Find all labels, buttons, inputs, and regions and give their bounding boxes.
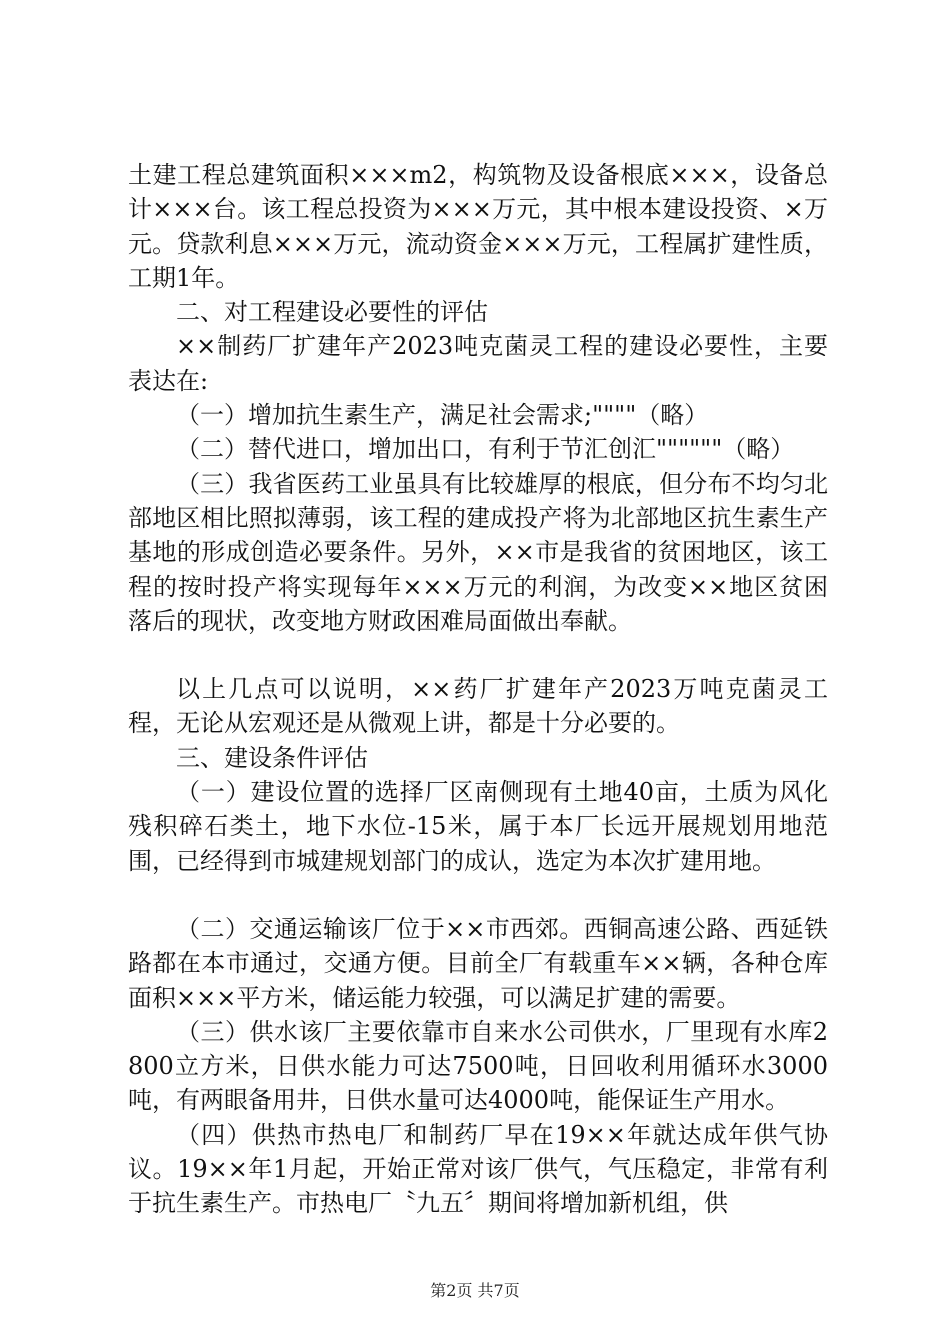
list-item-import-substitution: （二）替代进口，增加出口，有利于节汇创汇""""""（略）	[176, 435, 795, 464]
list-item-water-supply: （三）供水该厂主要依靠市自来水公司供水，厂里现有水库2800立方米，日供水能力可达7500吨，日回收利用循环水3000吨，有两眼备用井，日供水量可达4000吨，能保证生产用水。	[128, 1017, 828, 1115]
list-item-regional-development: （三）我省医药工业虽具有比较雄厚的根底，但分布不均匀北部地区相比照拟薄弱，该工程的建成投产将为北部地区抗生素生产基地的形成创造必要条件。另外，××市是我省的贫困地区，该工程的按时投产将实现每年×××万元的利润，为改变××地区贫困落后的现状，改变地方财政困难局面做出奉献。	[128, 469, 828, 635]
document-body	[128, 158, 828, 1221]
paragraph-necessity-intro: ××制药厂扩建年产2023吨克菌灵工程的建设必要性，主要表达在:	[128, 332, 828, 395]
list-item-site-selection: （一）建设位置的选择厂区南侧现有土地40亩，土质为风化残积碎石类土，地下水位-15米，属于本厂长远开展规划用地范围，已经得到市城建规划部门的成认，选定为本次扩建用地。	[128, 778, 828, 875]
paragraph-spacer	[128, 638, 828, 672]
page-number-footer: 第2页 共7页	[430, 1281, 520, 1300]
heading-construction-conditions: 三、建设条件评估	[176, 743, 368, 772]
list-item-transportation: （二）交通运输该厂位于××市西郊。西铜高速公路、西延铁路都在本市通过，交通方便。目前全厂有载重车××辆，各种仓库面积×××平方米，储运能力较强，可以满足扩建的需要。	[128, 914, 828, 1012]
list-item-antibiotic-production: （一）增加抗生素生产，满足社会需求;""""（略）	[176, 401, 709, 430]
paragraph-spacer	[128, 878, 828, 912]
list-item-heat-supply: （四）供热市热电厂和制药厂早在19××年就达成年供气协议。19××年1月起，开始正常对该厂供气，气压稳定，非常有利于抗生素生产。市热电厂〝九五〞期间将增加新机组，供	[128, 1120, 828, 1218]
heading-necessity-evaluation: 二、对工程建设必要性的评估	[176, 298, 488, 327]
paragraph-necessity-conclusion: 以上几点可以说明，××药厂扩建年产2023万吨克菌灵工程，无论从宏观还是从微观上讲，都是十分必要的。	[128, 675, 828, 738]
paragraph-project-summary: 土建工程总建筑面积×××m2，构筑物及设备根底×××，设备总计×××台。该工程总投资为×××万元，其中根本建设投资、×万元。贷款利息×××万元，流动资金×××万元，工程属扩建性质，工期1年。	[128, 161, 828, 292]
